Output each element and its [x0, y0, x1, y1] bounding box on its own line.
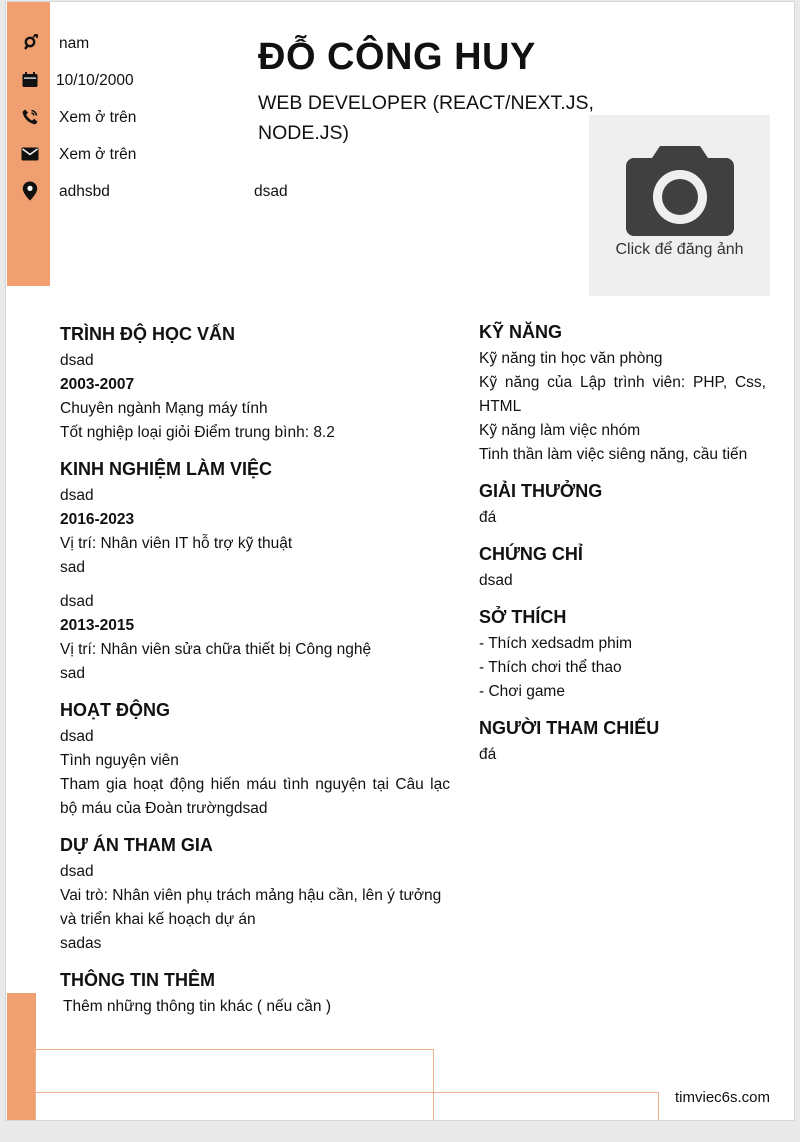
phone-row — [20, 105, 40, 129]
awards-text[interactable]: đá — [479, 509, 497, 526]
experience-company[interactable]: dsad — [60, 593, 94, 610]
projects-section — [60, 830, 450, 956]
envelope-icon — [20, 144, 40, 164]
references-title[interactable]: NGƯỜI THAM CHIẾU — [479, 718, 660, 738]
skill-item[interactable]: Kỹ năng của Lập trình viên: PHP, Css, HTML — [479, 374, 766, 415]
references-section — [479, 713, 766, 767]
experience-company[interactable]: dsad — [60, 487, 94, 504]
experience-title[interactable]: KINH NGHIỆM LÀM VIỆC — [60, 459, 273, 479]
certificates-text[interactable]: dsad — [479, 572, 513, 589]
activities-org[interactable]: dsad — [60, 728, 94, 745]
accent-bar-bottom — [7, 993, 36, 1121]
projects-title[interactable]: DỰ ÁN THAM GIA — [60, 835, 213, 855]
address-value[interactable]: adhsbd — [59, 183, 110, 200]
hobby-item[interactable]: - Thích chơi thể thao — [479, 659, 622, 676]
education-title[interactable]: TRÌNH ĐỘ HỌC VẤN — [60, 324, 235, 344]
awards-title[interactable]: GIẢI THƯỞNG — [479, 481, 603, 501]
awards-section — [479, 476, 766, 530]
activities-section — [60, 695, 450, 821]
calendar-icon — [20, 70, 40, 90]
phone-icon — [20, 107, 40, 127]
education-section — [60, 319, 450, 445]
skill-item[interactable]: Kỹ năng làm việc nhóm — [479, 422, 641, 439]
gender-row — [20, 31, 40, 55]
right-column — [479, 317, 766, 776]
skill-item[interactable]: Kỹ năng tin học văn phòng — [479, 350, 663, 367]
references-text[interactable]: đá — [479, 746, 497, 763]
skills-section — [479, 317, 766, 467]
hobbies-title[interactable]: SỞ THÍCH — [479, 607, 567, 627]
activities-role[interactable]: Tình nguyện viên — [60, 752, 179, 769]
left-column — [60, 319, 450, 1028]
experience-description[interactable]: sad — [60, 559, 85, 576]
more-info-section — [60, 965, 450, 1019]
experience-section — [60, 454, 450, 686]
experience-description[interactable]: sad — [60, 665, 85, 682]
more-info-title[interactable]: THÔNG TIN THÊM — [60, 970, 215, 990]
footer-brand: timviec6s.com — [675, 1089, 771, 1106]
project-role[interactable]: Vai trò: Nhân viên phụ trách mảng hậu cần, lên ý tưởng và triển khai kế hoạch dự án — [60, 887, 442, 928]
email-row — [20, 142, 40, 166]
more-info-text[interactable]: Thêm những thông tin khác ( nếu cần ) — [63, 998, 332, 1015]
phone-value[interactable]: Xem ở trên — [59, 109, 137, 126]
activities-title[interactable]: HOẠT ĐỘNG — [60, 700, 170, 720]
gender-value[interactable]: nam — [59, 35, 90, 52]
cv-page — [5, 1, 795, 1121]
activities-description[interactable]: Tham gia hoạt động hiến máu tình nguyện tại Câu lạc bộ máu của Đoàn trườngdsad — [60, 776, 450, 817]
hobby-item[interactable]: - Chơi game — [479, 683, 565, 700]
certificates-title[interactable]: CHỨNG CHỈ — [479, 544, 583, 564]
email-value[interactable]: Xem ở trên — [59, 146, 137, 163]
education-result[interactable]: Tốt nghiệp loại giỏi Điểm trung bình: 8.2 — [60, 424, 335, 441]
location-pin-icon — [20, 181, 40, 201]
education-major[interactable]: Chuyên ngành Mạng máy tính — [60, 400, 268, 417]
certificates-section — [479, 539, 766, 593]
header-extra-text[interactable]: dsad — [254, 183, 288, 200]
photo-upload[interactable] — [589, 115, 770, 296]
photo-upload-label: Click để đăng ảnh — [615, 241, 744, 258]
full-name[interactable]: ĐỖ CÔNG HUY — [258, 36, 536, 78]
job-title[interactable]: WEB DEVELOPER (REACT/NEXT.JS, NODE.JS) — [258, 92, 594, 144]
experience-period[interactable]: 2013-2015 — [60, 617, 135, 634]
hobby-item[interactable]: - Thích xedsadm phim — [479, 635, 633, 652]
experience-period[interactable]: 2016-2023 — [60, 511, 135, 528]
experience-position[interactable]: Vị trí: Nhân viên sửa chữa thiết bị Công nghệ — [60, 641, 372, 658]
project-name[interactable]: dsad — [60, 863, 94, 880]
education-school[interactable]: dsad — [60, 352, 94, 369]
camera-icon — [626, 142, 734, 236]
project-description[interactable]: sadas — [60, 935, 102, 952]
birthday-value[interactable]: 10/10/2000 — [56, 72, 134, 89]
hobbies-section — [479, 602, 766, 704]
skill-item[interactable]: Tinh thần làm việc siêng năng, cầu tiến — [479, 446, 748, 463]
skills-title[interactable]: KỸ NĂNG — [479, 322, 563, 342]
birthday-row — [20, 68, 40, 92]
experience-position[interactable]: Vị trí: Nhân viên IT hỗ trợ kỹ thuật — [60, 535, 293, 552]
decorative-frame — [35, 1092, 659, 1121]
education-period[interactable]: 2003-2007 — [60, 376, 135, 393]
address-row — [20, 179, 40, 203]
gender-icon — [20, 33, 40, 53]
